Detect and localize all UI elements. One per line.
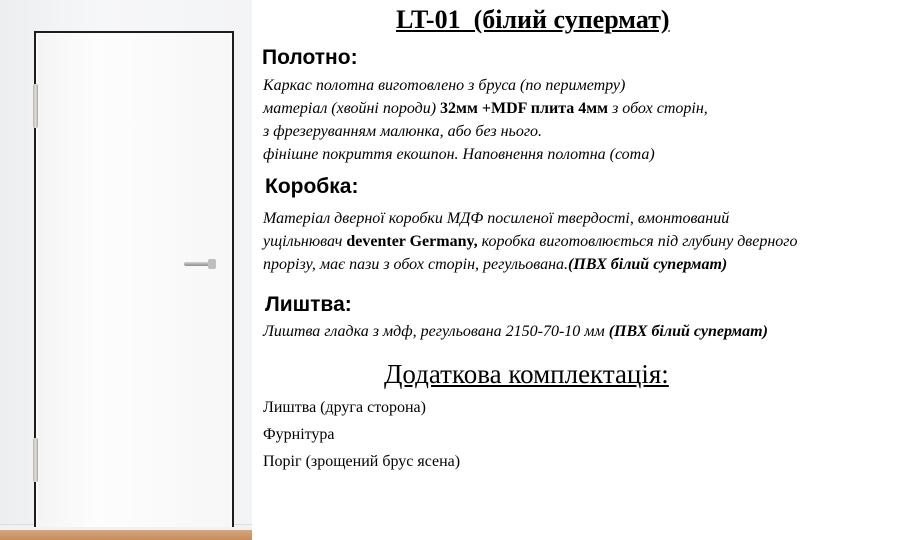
top-hinge-icon	[33, 84, 38, 128]
list-item: Поріг (зрощений брус ясена)	[263, 453, 461, 470]
section-heading-lyshtva: Лиштва:	[265, 293, 352, 316]
door-image	[0, 0, 252, 540]
section-text-lyshtva	[263, 320, 768, 343]
text-line: з фрезеруванням малюнка, або без нього.	[263, 123, 543, 140]
text-line: Каркас полотна виготовлено з бруса (по периметру)	[263, 77, 626, 94]
bottom-hinge-icon	[33, 438, 38, 482]
door-leaf	[38, 34, 230, 527]
bold-spec: 32мм +MDF плита 4мм	[440, 100, 609, 117]
section-text-korobka	[263, 207, 798, 276]
text-line: ущільнювач deventer Germany, коробка виготовлюється під глубину дверного	[263, 233, 798, 250]
extras-list	[263, 396, 460, 477]
text-line: матеріал (хвойні породи) 32мм +MDF плита 4мм з обох сторін,	[263, 100, 708, 117]
list-item: Лиштва (друга сторона)	[263, 399, 426, 416]
bold-finish: (ПВХ білий супермат)	[568, 256, 728, 273]
text-line: Лиштва гладка з мдф, регульована 2150-70-10 мм (ПВХ білий супермат)	[263, 323, 768, 340]
wooden-floor	[0, 530, 252, 540]
list-item: Фурнітура	[263, 426, 335, 443]
bold-brand: deventer Germany,	[346, 233, 478, 250]
door-handle-rose	[208, 259, 216, 269]
section-heading-polotno: Полотно:	[262, 46, 358, 69]
door-frame	[34, 31, 234, 527]
section-heading-korobka: Коробка:	[265, 175, 359, 198]
product-title: LT-01 (білий супермат)	[396, 5, 670, 34]
bold-finish: (ПВХ білий супермат)	[608, 323, 768, 340]
text-line: фінішне покриття екошпон. Наповнення полотна (сота)	[263, 146, 655, 163]
text-line: Матеріал дверної коробки МДФ посиленої твердості, вмонтований	[263, 210, 730, 227]
extras-title: Додаткова комплектація:	[384, 359, 669, 389]
section-text-polotno	[263, 74, 708, 166]
text-line: прорізу, має пази з обох сторін, регульована.(ПВХ білий супермат)	[263, 256, 728, 273]
